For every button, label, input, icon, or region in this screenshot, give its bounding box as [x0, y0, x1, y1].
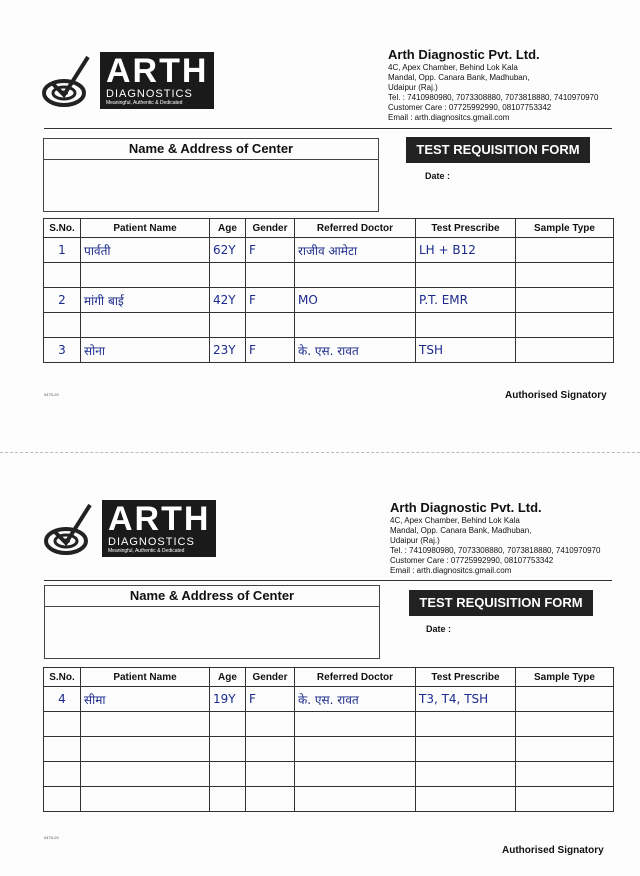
col-patient-name: Patient Name — [81, 668, 210, 687]
form-code: 0479-20 — [44, 835, 59, 840]
cell-sample-type[interactable] — [516, 288, 614, 313]
company-logo — [42, 52, 214, 109]
table-row — [44, 313, 614, 338]
cell-sample-type[interactable] — [516, 787, 614, 812]
cell-patient-name[interactable]: मांगी बाई — [81, 288, 210, 313]
cell-patient-name[interactable] — [81, 712, 210, 737]
patient-table — [43, 218, 614, 363]
cell-referred-doctor[interactable] — [295, 712, 416, 737]
col-test-prescribe: Test Prescribe — [416, 219, 516, 238]
header-rule — [44, 580, 612, 581]
company-details — [390, 499, 600, 576]
target-check-icon — [44, 501, 100, 557]
cell-gender[interactable]: F — [246, 687, 295, 712]
address-line: 4C, Apex Chamber, Behind Lok Kala — [390, 516, 520, 525]
col-age: Age — [210, 219, 246, 238]
authorised-signatory: Authorised Signatory — [505, 390, 607, 401]
cell-sno[interactable] — [44, 787, 81, 812]
col-sno: S.No. — [44, 668, 81, 687]
cell-gender[interactable] — [246, 762, 295, 787]
cell-sno[interactable]: 1 — [44, 238, 81, 263]
target-check-icon — [42, 53, 98, 109]
telephone: Tel. : 7410980980, 7073308880, 7073818880, 7410970970 — [390, 546, 601, 555]
cell-sample-type[interactable] — [516, 687, 614, 712]
cell-gender[interactable] — [246, 787, 295, 812]
email: Email : arth.diagnositcs.gmail.com — [390, 566, 512, 575]
cell-referred-doctor[interactable]: MO — [295, 288, 416, 313]
table-row — [44, 687, 614, 712]
col-gender: Gender — [246, 219, 295, 238]
address-line: Mandal, Opp. Canara Bank, Madhuban, — [388, 73, 530, 82]
logo-tagline: Meaningful, Authentic & Dedicated — [108, 548, 185, 554]
center-address-box[interactable] — [44, 585, 380, 659]
col-test-prescribe: Test Prescribe — [416, 668, 516, 687]
cell-patient-name[interactable]: सीमा — [81, 687, 210, 712]
company-name: Arth Diagnostic Pvt. Ltd. — [390, 500, 542, 515]
cell-referred-doctor[interactable]: के. एस. रावत — [295, 687, 416, 712]
company-logo — [44, 500, 216, 557]
cell-gender[interactable]: F — [246, 238, 295, 263]
cell-referred-doctor[interactable] — [295, 263, 416, 288]
table-row — [44, 762, 614, 787]
company-details — [388, 46, 598, 123]
col-sno: S.No. — [44, 219, 81, 238]
center-label: Name & Address of Center — [44, 139, 378, 160]
cell-test-prescribe[interactable] — [416, 762, 516, 787]
cell-patient-name[interactable] — [81, 762, 210, 787]
cell-age[interactable] — [210, 313, 246, 338]
cell-sno[interactable] — [44, 762, 81, 787]
requisition-form-2 — [0, 438, 640, 876]
col-referred-doctor: Referred Doctor — [295, 219, 416, 238]
cell-sample-type[interactable] — [516, 338, 614, 363]
cell-patient-name[interactable] — [81, 787, 210, 812]
table-row — [44, 712, 614, 737]
col-age: Age — [210, 668, 246, 687]
cell-referred-doctor[interactable] — [295, 787, 416, 812]
header-rule — [44, 128, 612, 129]
table-header — [44, 668, 614, 687]
table-row — [44, 737, 614, 762]
customer-care: Customer Care : 07725992990, 08107753342 — [388, 103, 552, 112]
col-referred-doctor: Referred Doctor — [295, 668, 416, 687]
table-row — [44, 787, 614, 812]
company-name: Arth Diagnostic Pvt. Ltd. — [388, 47, 540, 62]
cell-test-prescribe[interactable]: T3, T4, TSH — [416, 687, 516, 712]
email: Email : arth.diagnositcs.gmail.com — [388, 113, 510, 122]
cell-sample-type[interactable] — [516, 762, 614, 787]
cell-gender[interactable] — [246, 263, 295, 288]
cell-test-prescribe[interactable]: LH + B12 — [416, 238, 516, 263]
cell-sno[interactable] — [44, 263, 81, 288]
cell-patient-name[interactable] — [81, 737, 210, 762]
form-title: TEST REQUISITION FORM — [406, 137, 590, 163]
cell-test-prescribe[interactable]: TSH — [416, 338, 516, 363]
cell-patient-name[interactable]: सोना — [81, 338, 210, 363]
cell-gender[interactable] — [246, 737, 295, 762]
cell-sno[interactable]: 2 — [44, 288, 81, 313]
cell-patient-name[interactable] — [81, 313, 210, 338]
cell-referred-doctor[interactable]: राजीव आमेटा — [295, 238, 416, 263]
date-label: Date : — [425, 171, 451, 181]
table-row — [44, 288, 614, 313]
cell-gender[interactable] — [246, 712, 295, 737]
cell-age[interactable]: 42Y — [210, 288, 246, 313]
cell-test-prescribe[interactable] — [416, 737, 516, 762]
cell-age[interactable] — [210, 762, 246, 787]
address-line: Udaipur (Raj.) — [388, 83, 438, 92]
cell-gender[interactable]: F — [246, 288, 295, 313]
col-sample-type: Sample Type — [516, 668, 614, 687]
cell-sno[interactable] — [44, 712, 81, 737]
cell-test-prescribe[interactable] — [416, 712, 516, 737]
cell-age[interactable] — [210, 737, 246, 762]
logo-subtitle: DIAGNOSTICS — [108, 536, 195, 548]
date-label: Date : — [426, 624, 452, 634]
col-sample-type: Sample Type — [516, 219, 614, 238]
table-header — [44, 219, 614, 238]
cell-age[interactable]: 19Y — [210, 687, 246, 712]
cell-age[interactable]: 23Y — [210, 338, 246, 363]
cell-referred-doctor[interactable]: के. एस. रावत — [295, 338, 416, 363]
cell-test-prescribe[interactable] — [416, 263, 516, 288]
cell-patient-name[interactable]: पार्वती — [81, 238, 210, 263]
patient-table — [43, 667, 614, 812]
table-row — [44, 338, 614, 363]
col-gender: Gender — [246, 668, 295, 687]
cell-sno[interactable]: 4 — [44, 687, 81, 712]
telephone: Tel. : 7410980980, 7073308880, 7073818880, 7410970970 — [388, 93, 599, 102]
cell-referred-doctor[interactable] — [295, 313, 416, 338]
table-row — [44, 238, 614, 263]
cell-sample-type[interactable] — [516, 737, 614, 762]
cell-sample-type[interactable] — [516, 263, 614, 288]
form-title: TEST REQUISITION FORM — [409, 590, 593, 616]
cell-referred-doctor[interactable] — [295, 737, 416, 762]
logo-word: ARTH — [108, 500, 211, 538]
cell-age[interactable] — [210, 712, 246, 737]
center-address-box[interactable] — [43, 138, 379, 212]
cell-test-prescribe[interactable]: P.T. EMR — [416, 288, 516, 313]
cell-patient-name[interactable] — [81, 263, 210, 288]
cell-age[interactable]: 62Y — [210, 238, 246, 263]
cell-sample-type[interactable] — [516, 313, 614, 338]
cell-sample-type[interactable] — [516, 712, 614, 737]
address-line: 4C, Apex Chamber, Behind Lok Kala — [388, 63, 518, 72]
table-row — [44, 263, 614, 288]
form-code: 0479-20 — [44, 392, 59, 397]
cell-sno[interactable] — [44, 313, 81, 338]
cell-gender[interactable]: F — [246, 338, 295, 363]
logo-subtitle: DIAGNOSTICS — [106, 88, 193, 100]
cell-test-prescribe[interactable] — [416, 787, 516, 812]
cell-age[interactable] — [210, 787, 246, 812]
authorised-signatory: Authorised Signatory — [502, 845, 604, 856]
cell-sample-type[interactable] — [516, 238, 614, 263]
col-patient-name: Patient Name — [81, 219, 210, 238]
cell-test-prescribe[interactable] — [416, 313, 516, 338]
address-line: Mandal, Opp. Canara Bank, Madhuban, — [390, 526, 532, 535]
cell-age[interactable] — [210, 263, 246, 288]
cell-sno[interactable]: 3 — [44, 338, 81, 363]
cell-gender[interactable] — [246, 313, 295, 338]
customer-care: Customer Care : 07725992990, 08107753342 — [390, 556, 554, 565]
cell-sno[interactable] — [44, 737, 81, 762]
address-line: Udaipur (Raj.) — [390, 536, 440, 545]
center-label: Name & Address of Center — [45, 586, 379, 607]
cell-referred-doctor[interactable] — [295, 762, 416, 787]
logo-word: ARTH — [106, 52, 209, 90]
logo-tagline: Meaningful, Authentic & Dedicated — [106, 100, 183, 106]
